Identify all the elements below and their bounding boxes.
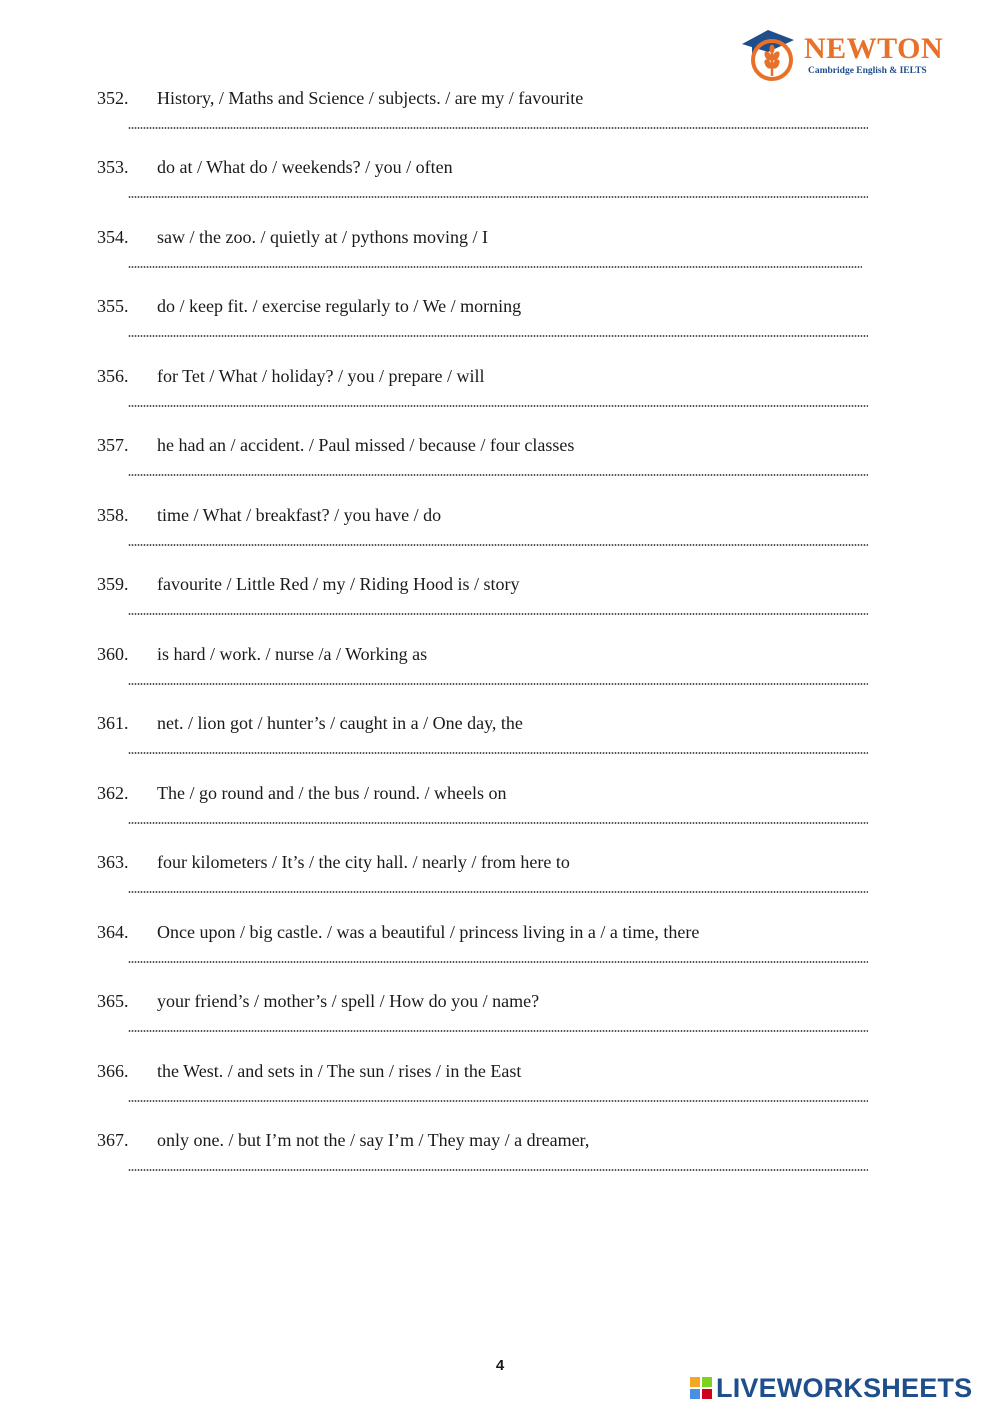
answer-line[interactable] [128,405,868,407]
exercise-number: 360. [97,644,129,664]
exercise-item-353 [0,156,1000,226]
answer-line[interactable] [128,544,868,546]
exercise-number: 366. [97,1061,129,1081]
exercise-number: 356. [97,366,129,386]
exercise-prompt: Once upon / big castle. / was a beautiful / princess living in a / a time, there [157,922,700,942]
exercise-prompt: do at / What do / weekends? / you / often [157,157,453,177]
answer-line[interactable] [128,891,868,893]
exercise-item-361 [0,712,1000,782]
exercise-item-352 [0,87,1000,157]
answer-line[interactable] [128,196,868,198]
exercise-prompt: four kilometers / It’s / the city hall. / nearly / from here to [157,852,570,872]
exercise-number: 354. [97,227,129,247]
exercise-number: 362. [97,783,129,803]
newton-logo [738,22,944,84]
exercise-prompt: only one. / but I’m not the / say I’m / They may / a dreamer, [157,1130,590,1150]
exercise-number: 365. [97,991,129,1011]
exercise-item-356 [0,365,1000,435]
exercise-prompt: he had an / accident. / Paul missed / because / four classes [157,435,575,455]
exercise-prompt: favourite / Little Red / my / Riding Hood is / story [157,574,520,594]
exercise-item-359 [0,573,1000,643]
exercise-prompt: The / go round and / the bus / round. / wheels on [157,783,507,803]
exercise-prompt: net. / lion got / hunter’s / caught in a / One day, the [157,713,523,733]
answer-line[interactable] [128,822,868,824]
answer-line[interactable] [128,474,868,476]
exercise-number: 353. [97,157,129,177]
exercise-number: 367. [97,1130,129,1150]
exercise-item-355 [0,295,1000,365]
exercise-item-366 [0,1060,1000,1130]
exercise-number: 357. [97,435,129,455]
exercise-prompt: History, / Maths and Science / subjects. / are my / favourite [157,88,584,108]
exercise-number: 355. [97,296,129,316]
answer-line[interactable] [128,127,868,129]
exercise-item-364 [0,921,1000,991]
exercise-prompt: is hard / work. / nurse /a / Working as [157,644,428,664]
exercise-prompt: for Tet / What / holiday? / you / prepare / will [157,366,485,386]
logo-tagline: Cambridge English & IELTS [808,66,927,76]
answer-line[interactable] [128,613,868,615]
exercise-prompt: saw / the zoo. / quietly at / pythons moving / I [157,227,488,247]
logo-brand-name: NEWTON [804,32,944,65]
exercise-item-360 [0,643,1000,713]
exercise-number: 361. [97,713,129,733]
exercise-prompt: your friend’s / mother’s / spell / How do you / name? [157,991,540,1011]
exercise-item-367 [0,1129,1000,1199]
exercise-item-362 [0,782,1000,852]
exercise-number: 359. [97,574,129,594]
exercise-number: 358. [97,505,129,525]
answer-line[interactable] [128,961,868,963]
answer-line[interactable] [128,752,868,754]
exercise-item-358 [0,504,1000,574]
exercise-number: 352. [97,88,129,108]
page-number: 4 [495,1357,505,1374]
newton-emblem-icon [738,22,802,84]
exercise-prompt: do / keep fit. / exercise regularly to / We / morning [157,296,522,316]
liveworksheets-text: LIVEWORKSHEETS [716,1373,973,1403]
exercise-prompt: time / What / breakfast? / you have / do [157,505,442,525]
answer-line[interactable] [128,683,868,685]
exercise-prompt: the West. / and sets in / The sun / rises / in the East [157,1061,522,1081]
exercise-item-363 [0,851,1000,921]
answer-line[interactable] [128,266,862,268]
exercise-item-354 [0,226,1000,296]
exercise-number: 363. [97,852,129,872]
answer-line[interactable] [128,1169,868,1171]
answer-line[interactable] [128,335,868,337]
exercise-item-365 [0,990,1000,1060]
liveworksheets-watermark [690,1372,990,1404]
exercise-number: 364. [97,922,129,942]
exercise-item-357 [0,434,1000,504]
answer-line[interactable] [128,1030,868,1032]
liveworksheets-badge-icon [690,1377,712,1399]
answer-line[interactable] [128,1100,868,1102]
